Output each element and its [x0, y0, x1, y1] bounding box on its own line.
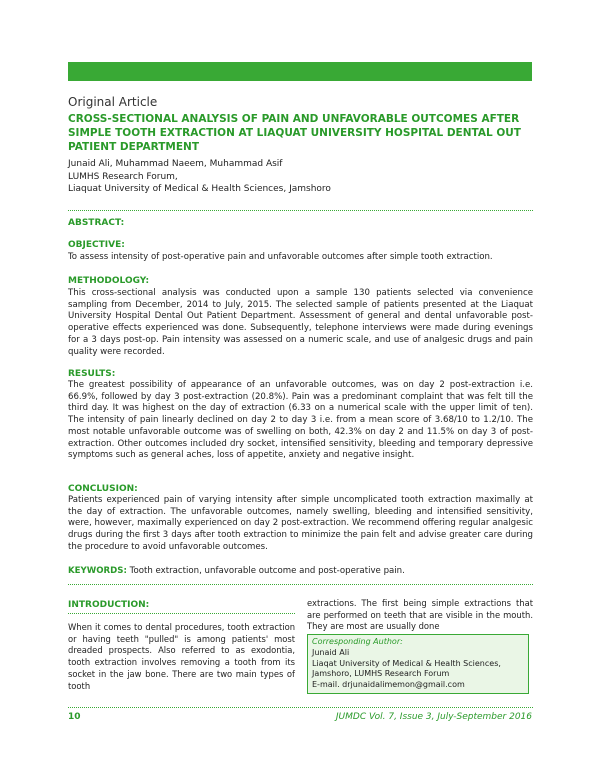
footer-divider [68, 707, 533, 708]
results-heading: RESULTS: [68, 369, 116, 379]
methodology-text: This cross-sectional analysis was conducted upon a sample 130 patients selected via convenience sampling from December, 2014 to July, 2015. The selected sample of patients presented at the Liaquat University Hospital Dental Out Patient Department. Assessment of general and dental unfavorable post-operative effects experienced was done. Subsequently, telephone interviews were made during evenings for a 3 days post-op. Pain intensity was assessed on a numeric scale, and use of analgesic drugs and pain quality were recorded. [68, 288, 533, 357]
corresponding-author-box [307, 634, 529, 694]
corresponding-author-location: Jamshoro, LUMHS Research Forum [312, 669, 450, 679]
objective-heading: OBJECTIVE: [68, 240, 125, 250]
journal-citation: JUMDC Vol. 7, Issue 3, July-September 2016 [335, 712, 532, 722]
conclusion-text: Patients experienced pain of varying intensity after simple uncomplicated tooth extraction maximally at the day of extraction. The unfavorable outcomes, namely swelling, bleeding and intensified sensitivity, were, however, maximally experienced on day 2 post-extraction. We recommend offering regular analgesic drugs during the first 3 days after tooth extraction to minimize the pain felt and advise greater care during the procedure to avoid unfavorable outcomes. [68, 495, 533, 552]
corresponding-author-label: Corresponding Author: [312, 637, 403, 646]
introduction-text: When it comes to dental procedures, tooth extraction or having teeth "pulled" is among patients' most dreaded prospects. Also referred to as exodontia, tooth extraction involves removing a tooth from its socket in the jaw bone. There are two main types of tooth [68, 622, 295, 691]
keywords-label: KEYWORDS: [68, 566, 127, 576]
corresponding-author-email: E-mail. drjunaidalimemon@gmail.com [312, 680, 465, 690]
author-names: Junaid Ali, Muhammad Naeem, Muhammad Asif [68, 159, 283, 169]
corresponding-author-name: Junaid Ali [312, 647, 350, 657]
article-type: Original Article [68, 95, 158, 109]
abstract-heading: ABSTRACT: [68, 218, 125, 228]
divider [68, 613, 295, 614]
results-text: The greatest possibility of appearance of an unfavorable outcomes, was on day 2 post-extraction i.e. 66.9%, followed by day 3 post-extraction (20.8%). Pain was a predominant complaint that was felt till the third day. It was highest on the day of extraction (6.33 on a numerical scale with the upper limit of ten). The intensity of pain linearly declined on day 2 to day 3 i.e. from a mean score of 3.68/10 to 1.2/10. The most notable unfavorable outcome was of swelling on both, 42.3% on day 2 and 11.5% on day 3 of post-extraction. Other outcomes included dry socket, intensified sensitivity, bleeding and temporary depressive symptoms such as general aches, loss of appetite, anxiety and negative insight. [68, 380, 533, 461]
keywords-text: Tooth extraction, unfavorable outcome and post-operative pain. [129, 566, 405, 576]
objective-text: To assess intensity of post-operative pain and unfavorable outcomes after simple tooth extraction. [68, 252, 493, 262]
right-column-text: extractions. The first being simple extractions that are performed on teeth that are visible in the mouth. They are most are usually done [307, 598, 533, 632]
conclusion-heading: CONCLUSION: [68, 484, 138, 494]
article-title: CROSS-SECTIONAL ANALYSIS OF PAIN AND UNFAVORABLE OUTCOMES AFTER SIMPLE TOOTH EXTRACTION AT LIAQUAT UNIVERSITY HOSPITAL DENTAL OUT PATIENT DEPARTMENT [68, 113, 521, 153]
affiliation-line-1: LUMHS Research Forum, [68, 171, 178, 182]
page-number: 10 [68, 712, 81, 722]
header-color-bar [68, 62, 532, 81]
introduction-heading: INTRODUCTION: [68, 600, 150, 610]
methodology-heading: METHODOLOGY: [68, 276, 150, 286]
author-block [68, 158, 538, 196]
divider [68, 210, 533, 211]
keywords [68, 566, 533, 576]
affiliation-line-2: Liaquat University of Medical & Health Sciences, Jamshoro [68, 184, 331, 194]
divider [68, 584, 533, 585]
corresponding-author-affiliation: Liaqat University of Medical & Health Sciences, [312, 658, 501, 668]
